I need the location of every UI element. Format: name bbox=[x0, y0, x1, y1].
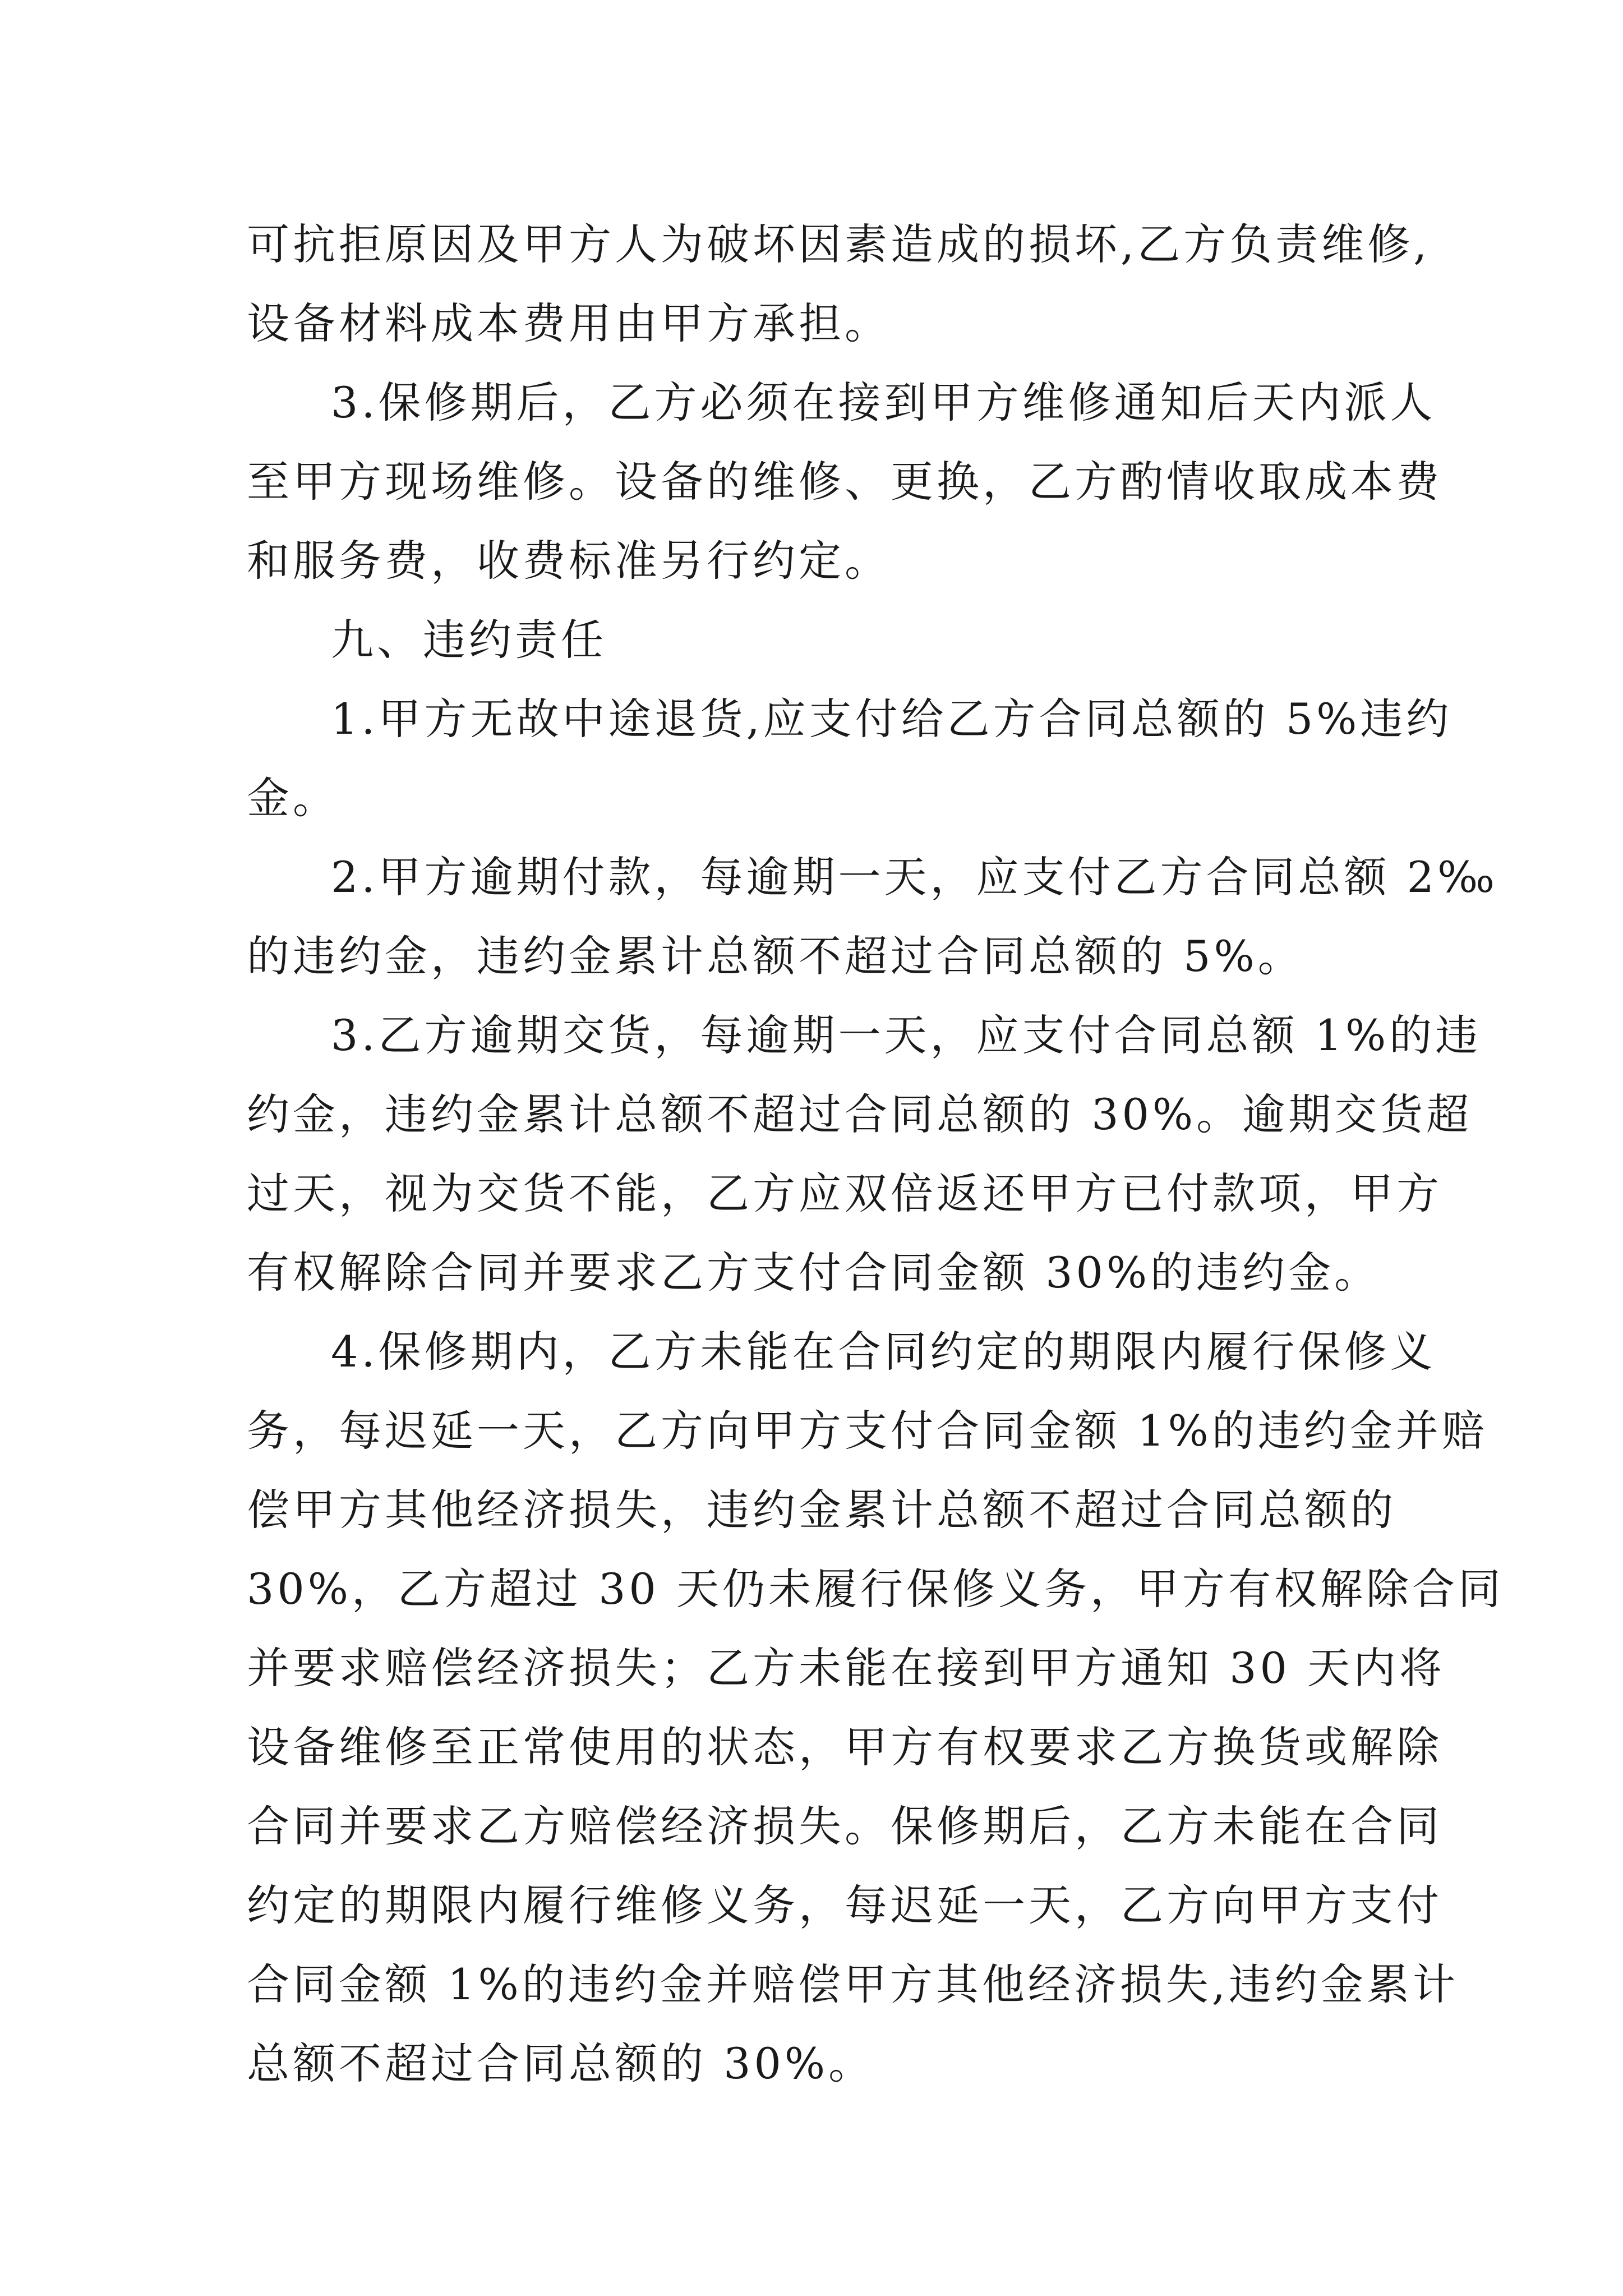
text-line: 的违约金，违约金累计总额不超过合同总额的 5%。 bbox=[247, 931, 1304, 981]
text-line: 3.乙方逾期交货，每逾期一天，应支付合同总额 1%的违 bbox=[331, 1010, 1482, 1060]
section-heading: 九、违约责任 bbox=[331, 615, 607, 665]
text-line: 设备维修至正常使用的状态，甲方有权要求乙方换货或解除 bbox=[247, 1722, 1442, 1772]
text-line: 4.保修期内，乙方未能在合同约定的期限内履行保修义 bbox=[331, 1327, 1436, 1377]
text-line: 金。 bbox=[247, 773, 339, 823]
text-line: 并要求赔偿经济损失；乙方未能在接到甲方通知 30 天内将 bbox=[247, 1643, 1446, 1693]
text-line: 3.保修期后，乙方必须在接到甲方维修通知后天内派人 bbox=[331, 378, 1436, 427]
text-line: 合同并要求乙方赔偿经济损失。保修期后，乙方未能在合同 bbox=[247, 1801, 1442, 1851]
text-line: 有权解除合同并要求乙方支付合同金额 30%的违约金。 bbox=[247, 1248, 1381, 1297]
text-line: 和服务费，收费标准另行约定。 bbox=[247, 536, 891, 586]
text-line: 1.甲方无故中途退货,应支付给乙方合同总额的 5%违约 bbox=[331, 694, 1453, 744]
text-line: 总额不超过合同总额的 30%。 bbox=[247, 2039, 875, 2088]
text-line: 合同金额 1%的违约金并赔偿甲方其他经济损失,违约金累计 bbox=[247, 1959, 1459, 2009]
text-line: 至甲方现场维修。设备的维修、更换，乙方酌情收取成本费 bbox=[247, 457, 1442, 507]
text-line: 可抗拒原因及甲方人为破坏因素造成的损坏,乙方负责维修, bbox=[247, 219, 1431, 269]
text-line: 2.甲方逾期付款，每逾期一天，应支付乙方合同总额 2‰ bbox=[331, 852, 1498, 902]
document-body bbox=[247, 205, 1504, 2103]
text-line: 务，每迟延一天，乙方向甲方支付合同金额 1%的违约金并赔 bbox=[247, 1406, 1488, 1456]
text-line: 设备材料成本费用由甲方承担。 bbox=[247, 298, 891, 348]
text-line: 过天，视为交货不能，乙方应双倍返还甲方已付款项，甲方 bbox=[247, 1168, 1442, 1218]
text-line: 偿甲方其他经济损失，违约金累计总额不超过合同总额的 bbox=[247, 1485, 1396, 1535]
text-line: 约定的期限内履行维修义务，每迟延一天，乙方向甲方支付 bbox=[247, 1880, 1442, 1930]
text-line: 30%，乙方超过 30 天仍未履行保修义务，甲方有权解除合同 bbox=[247, 1564, 1504, 1614]
text-line: 约金，违约金累计总额不超过合同总额的 30%。逾期交货超 bbox=[247, 1089, 1473, 1139]
